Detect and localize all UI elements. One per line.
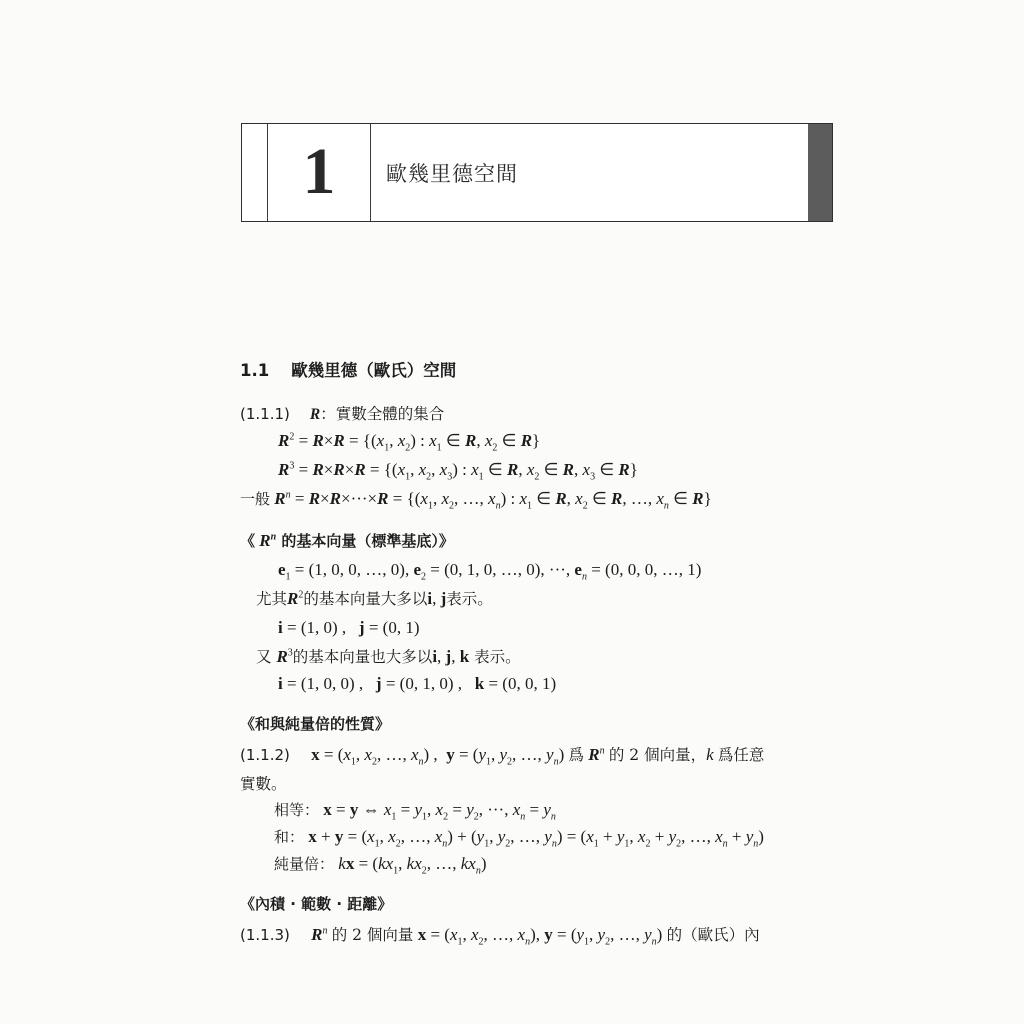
header-accent-bar bbox=[808, 124, 832, 221]
formula-r2: $R^2 = R\times R = \{(x_1$, $x_2$) : $x_1$ ∈ R, $x_2$ ∈ R} bbox=[278, 431, 541, 454]
basis-r2-text: 尤其$R^2$的基本向量大多以i, j表示。 bbox=[256, 589, 493, 608]
basis-r3-text: 又 $R^3$的基本向量也大多以i, j, k 表示。 bbox=[256, 647, 521, 666]
eq-1-1-1-text: ：實數全體的集合 bbox=[320, 405, 445, 423]
chapter-header bbox=[241, 123, 833, 222]
eq-1-1-1-line: (1.1.1) R：實數全體的集合 bbox=[240, 405, 445, 423]
chapter-number: 1 bbox=[302, 135, 336, 208]
eq-label-1-1-2: (1.1.2) bbox=[240, 746, 290, 764]
formula-ijk: i = (1, 0, 0) , j = (0, 1, 0) , k = (0, 0, 1) bbox=[278, 674, 557, 693]
eq-1-1-3-text-b: 的（歐氏）內 bbox=[666, 926, 760, 944]
basis-r3-suffix: 表示。 bbox=[474, 648, 521, 666]
sum-label: 和： bbox=[274, 828, 305, 846]
formula-r3: $R^3 = R\times R\times R = \{(x_1$, $x_2$, $x_3$) : $x_1$ ∈ R, $x_2$ ∈ R, $x_3$ ∈ R} bbox=[278, 460, 638, 483]
section-number: 1.1 bbox=[240, 361, 270, 380]
basis-r2-body: 的基本向量大多以 bbox=[303, 590, 428, 608]
formula-ij: i = (1, 0) , j = (0, 1) bbox=[278, 618, 420, 637]
eq-1-1-3-text-a: 的 2 個向量 bbox=[331, 926, 414, 944]
scalar-label: 純量倍： bbox=[274, 855, 335, 873]
header-divider-left bbox=[267, 124, 268, 221]
inner-product-heading: 《內積 · 範數 · 距離》 bbox=[240, 895, 393, 913]
eq-label-1-1-1: (1.1.1) bbox=[240, 405, 290, 423]
eq-1-1-2-line: (1.1.2) $x = (x_1$, $x_2$, …, $x_n$) , $y = (y_1$, $y_2$, …, $y_n$) 爲 $R^n$ 的 2 個向量，k 爲任意 bbox=[240, 745, 765, 768]
equality-label: 相等： bbox=[274, 801, 320, 819]
formula-equality: 相等： x = y ⇔ $x_1 = y_1$, $x_2 = y_2$, ···, $x_n = y_n$ bbox=[274, 800, 556, 823]
formula-sum: 和： $x + y = (x_1$, $x_2$, …, $x_n) + (y_1$, $y_2$, …, $y_n) = (x_1 + y_1$, $x_2 + y_2$, …, $x_n + y_n$) bbox=[274, 827, 764, 850]
eq-1-1-2-line2: 實數。 bbox=[240, 775, 287, 793]
section-heading bbox=[240, 360, 456, 382]
general-prefix: 一般 bbox=[240, 490, 271, 508]
basis-heading-text: 的基本向量（標準基底）》 bbox=[281, 532, 454, 550]
formula-basis-en: $e_1 = (1$, 0, 0, …, 0), $e_2 = (0$, 1, 0, …, 0), ···, $e_n = (0$, 0, 0, …, 1) bbox=[278, 560, 702, 583]
basis-heading-open: 《 bbox=[240, 532, 256, 550]
sum-heading: 《和與純量倍的性質》 bbox=[240, 715, 391, 733]
basis-r3-body: 的基本向量也大多以 bbox=[292, 648, 433, 666]
eq-1-1-3-line: (1.1.3) $R^n$ 的 2 個向量 $x = (x_1$, $x_2$, …, $x_n$), $y = (y_1$, $y_2$, …, $y_n$) 的（歐氏）內 bbox=[240, 925, 760, 948]
basis-r2-suffix: 表示。 bbox=[446, 590, 493, 608]
eq-label-1-1-3: (1.1.3) bbox=[240, 926, 290, 944]
eq-1-1-2-text-b: 的 2 個向量， bbox=[608, 746, 707, 764]
formula-scalar: 純量倍： kx = ($kx_1$, $kx_2$, …, $kx_n$) bbox=[274, 854, 487, 877]
section-title: 歐幾里德（歐氏）空間 bbox=[291, 361, 457, 380]
header-divider-right bbox=[370, 124, 371, 221]
basis-heading: 《 $R^n$ 的基本向量（標準基底）》 bbox=[240, 531, 454, 550]
basis-r3-prefix: 又 bbox=[256, 648, 272, 666]
chapter-title: 歐幾里德空間 bbox=[386, 162, 518, 186]
basis-r2-prefix: 尤其 bbox=[256, 590, 288, 608]
eq-1-1-2-text-a: 爲 bbox=[568, 746, 585, 764]
formula-rn: 一般 $R^n = R\times R\times\cdot\cdot\cdot\times R = \{(x_1$, $x_2$, …, $x_n$) : $x_1$ ∈ R, $x_2$ ∈ R, …, $x_n$ ∈ R} bbox=[240, 489, 712, 512]
eq-1-1-2-text-c: 爲任意 bbox=[717, 746, 765, 764]
